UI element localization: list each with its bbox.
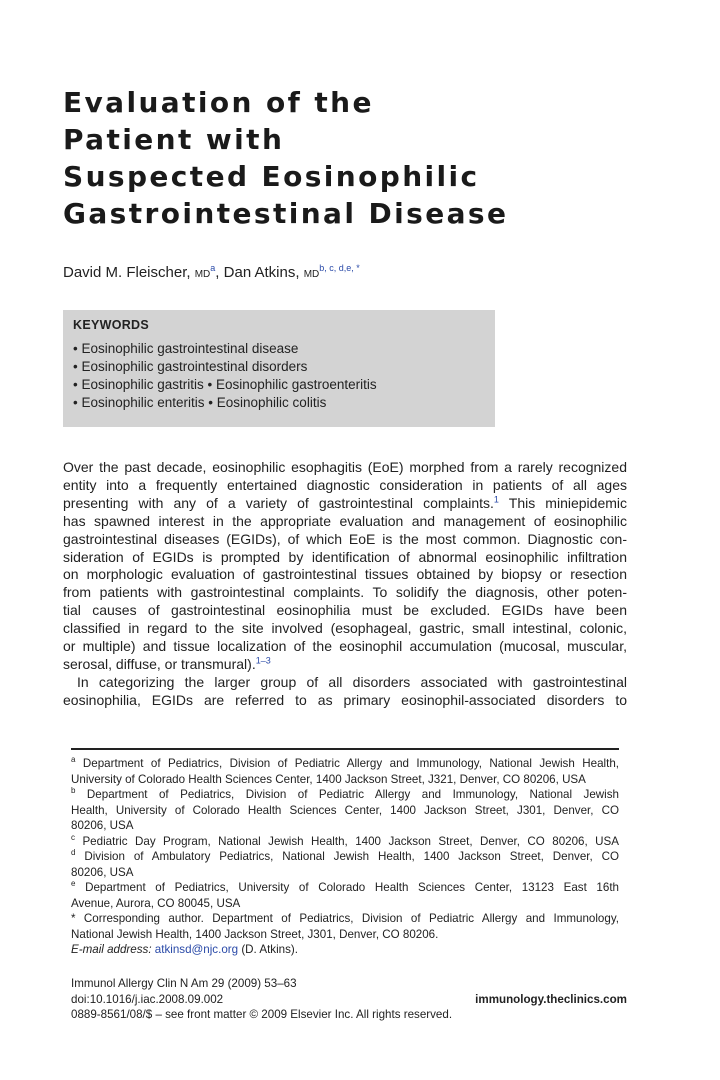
paragraph (63, 459, 627, 674)
title-line: Evaluation of the (63, 86, 374, 119)
footnote-line (71, 756, 619, 772)
text-line: tial causes of gastrointestinal eosinophilia must be excluded. EGIDs have been (63, 602, 627, 619)
footnote-mark: e (71, 879, 76, 889)
title-line: Gastrointestinal Disease (63, 197, 509, 230)
paragraph-continued (63, 692, 627, 710)
text-fragment: This miniepidemic (498, 494, 628, 511)
text-line: entity into a frequently entertained diagnostic consideration in patients of all ages (63, 476, 627, 493)
footnote-line: Health, University of Colorado Health Sciences Center, 1400 Jackson Street, J301, Denver, CO (71, 803, 619, 817)
footnote-line (71, 787, 619, 803)
text-fragment: Division of Ambulatory Pediatrics, National Jewish Health, 1400 Jackson Street, Denver, CO (75, 850, 619, 863)
keyword-item: • Eosinophilic gastrointestinal disease (73, 341, 299, 356)
footnote-line: 80206, USA (71, 819, 134, 832)
doi-row (71, 992, 627, 1008)
author-separator: , (215, 264, 220, 281)
author-name: David M. Fleischer, (63, 264, 191, 281)
title-line: Suspected Eosinophilic (63, 160, 480, 193)
footnote-a (71, 756, 619, 787)
footnote-e (71, 880, 619, 911)
paragraph (63, 674, 627, 692)
footnote-line (71, 849, 619, 865)
keywords-heading: KEYWORDS (73, 318, 150, 332)
footnote-b (71, 787, 619, 834)
footnotes (71, 756, 619, 958)
text-fragment: (D. Atkins). (238, 943, 299, 956)
text-line: on morphologic evaluation of gastrointestinal tissues obtained by biopsy or resection (63, 566, 627, 583)
title-line: Patient with (63, 123, 285, 156)
footnote-line: Avenue, Aurora, CO 80045, USA (71, 896, 241, 910)
text-line: gastrointestinal diseases (EGIDs), of which EoE is the most common. Diagnostic con- (63, 530, 627, 547)
text-fragment: serosal, diffuse, or transmural). (63, 655, 256, 672)
footnote-line: University of Colorado Health Sciences Center, 1400 Jackson Street, J321, Denver, CO 80206, USA (71, 772, 586, 786)
author-degree: MD (194, 269, 211, 280)
text-line (63, 495, 627, 513)
footnote-mark: a (71, 755, 76, 765)
text-fragment: Department of Pediatrics, Division of Pediatric Allergy and Immunology, National Jewish Health, (75, 757, 619, 770)
issn-copyright: 0889-8561/08/$ – see front matter © 2009 Elsevier Inc. All rights reserved. (71, 1008, 453, 1021)
corresponding-author (71, 911, 619, 958)
affiliation-link[interactable]: b, c, d,e, * (319, 263, 360, 273)
text-fragment: Department of Pediatrics, Division of Pediatric Allergy and Immunology, National Jewish (75, 788, 619, 801)
footnote-d (71, 849, 619, 880)
text-line: Over the past decade, eosinophilic esophagitis (EoE) morphed from a rarely recognized (63, 459, 627, 475)
author-list (63, 263, 360, 281)
article-title (63, 84, 508, 232)
keywords-box (63, 310, 495, 427)
footnote-line (71, 880, 619, 896)
citation: Immunol Allergy Clin N Am 29 (2009) 53–63 (71, 977, 297, 990)
text-line: In categorizing the larger group of all disorders associated with gastrointestinal (77, 673, 627, 690)
journal-site-link[interactable]: immunology.theclinics.com (475, 992, 627, 1006)
footnote-line: 80206, USA (71, 865, 134, 879)
footnote-mark: d (71, 848, 76, 858)
text-fragment: Pediatric Day Program, National Jewish Health, 1400 Jackson Street, Denver, CO 80206, USA (75, 834, 619, 848)
text-line: eosinophilia, EGIDs are referred to as primary eosinophil-associated disorders to (63, 691, 627, 708)
journal-info (71, 976, 627, 1023)
keyword-item: • Eosinophilic gastritis • Eosinophilic gastroenteritis (73, 377, 377, 392)
keyword-item: • Eosinophilic enteritis • Eosinophilic colitis (73, 395, 327, 410)
keyword-item: • Eosinophilic gastrointestinal disorders (73, 359, 308, 374)
reference-link[interactable]: 1 (493, 494, 499, 505)
text-fragment: presenting with any of a variety of gastrointestinal complaints. (63, 494, 494, 511)
footnote-c (71, 834, 619, 850)
text-line: has spawned interest in the appropriate evaluation and management of eosinophilic (63, 512, 627, 529)
reference-link[interactable]: 1–3 (255, 655, 271, 666)
email-line (71, 942, 619, 958)
text-line: or multiple) and tissue localization of the eosinophil accumulation (mucosal, muscular, (63, 638, 627, 655)
footnote-line: * Corresponding author. Department of Pediatrics, Division of Pediatric Allergy and Immunology, (71, 912, 619, 925)
footnote-line: National Jewish Health, 1400 Jackson Street, J301, Denver, CO 80206. (71, 927, 439, 941)
text-fragment: Department of Pediatrics, University of Colorado Health Sciences Center, 13123 East 16th (75, 881, 619, 894)
article-body (63, 459, 627, 710)
text-line (63, 656, 627, 674)
email-link[interactable]: atkinsd@njc.org (154, 943, 239, 956)
author-name: Dan Atkins, (223, 264, 300, 281)
doi[interactable]: doi:10.1016/j.iac.2008.09.002 (71, 992, 224, 1006)
affiliation-link[interactable]: a (210, 263, 216, 273)
footnote-line (71, 834, 619, 850)
email-label: E-mail address: (71, 943, 152, 956)
footnote-mark: b (71, 786, 76, 796)
text-line: from patients with gastrointestinal complaints. To solidify the diagnosis, other poten- (63, 584, 627, 601)
footnote-mark: c (71, 832, 75, 842)
text-line: sideration of EGIDs is prompted by identification of abnormal eosinophilic infiltration (63, 548, 627, 565)
footnote-divider (71, 748, 619, 750)
author-degree: MD (303, 269, 320, 280)
text-line: classified in regard to the site involved (esophageal, gastric, small intestinal, colonic, (63, 620, 627, 637)
